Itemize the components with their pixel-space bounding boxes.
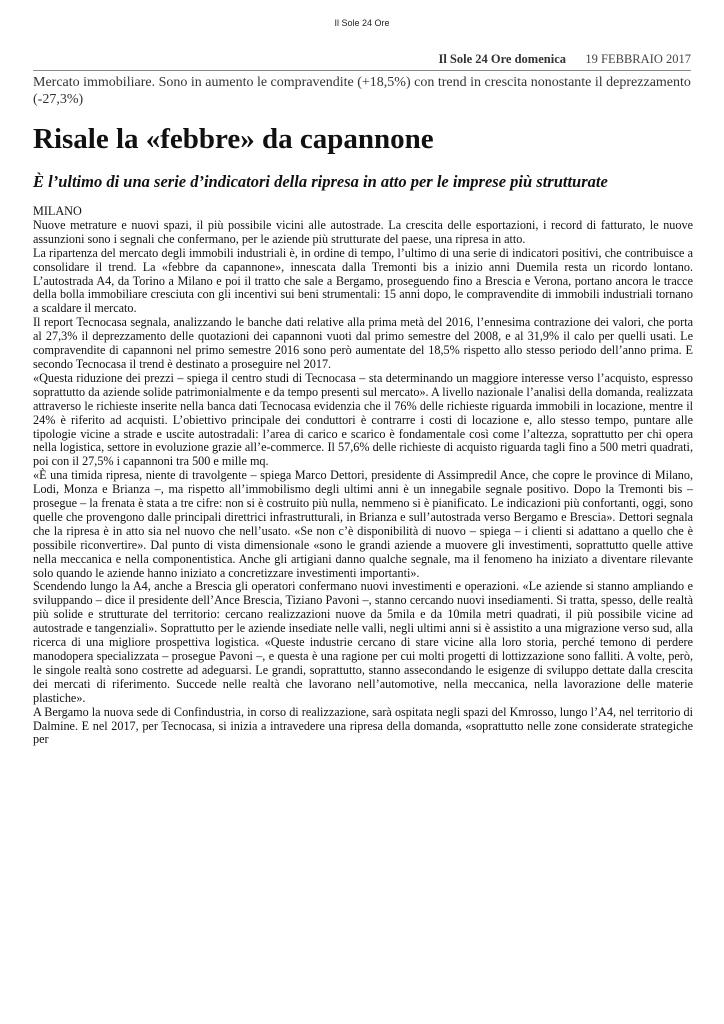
article-paragraph: Nuove metrature e nuovi spazi, il più possibile vicini alle autostrade. La crescita delle esportazioni, i record di fatturato, le nuove assunzioni sono i segnali che confermano, per le aziende più strutturate del paese, una ripresa in atto. [33,217,693,246]
masthead [33,50,691,71]
article-paragraph: A Bergamo la nuova sede di Confindustria, in corso di realizzazione, sarà ospitata negli spazi del Kmrosso, lungo l’A4, nel territorio di Dalmine. E nel 2017, per Tecnocasa, si inizia a intravedere una ripresa della domanda, «soprattutto nelle zone considerate strategiche per [33,704,693,747]
article-paragraph: Il report Tecnocasa segnala, analizzando le banche dati relative alla prima metà del 2016, l’ennesima contrazione dei valori, che porta al 27,3% il deprezzamento delle quotazioni dei capannoni vuoti dal primo semestre del 2008, e al 31,9% il calo per quelli usati. Le compravendite di capannoni nel primo semestre 2016 sono però aumentate del 18,5% rispetto allo stesso periodo dell’anno prima. E secondo Tecnocasa il trend è destinato a proseguire nel 2017. [33,315,693,371]
article-headline: Risale la «febbre» da capannone [33,123,434,155]
publication-date: 19 FEBBRAIO 2017 [585,52,691,66]
article-body [33,205,693,747]
page-header: Il Sole 24 Ore [334,18,390,28]
article-paragraph: «È una timida ripresa, niente di travolgente – spiega Marco Dettori, presidente di Assimpredil Ance, che copre le province di Milano, Lodi, Monza e Brianza –, ma rispetto all’immobilismo degli ultimi anni è un innegabile segnale positivo. Dopo la Tremonti bis – prosegue – la frenata è stata a tre cifre: non si è costruito più nulla, nemmeno si è pianificato. Le indicazioni più confortanti, oggi, sono quelle che provengono dalle principali direttrici infrastrutturali, in Brianza e sull’autostrada verso Bergamo e Brescia». Dettori segnala che la ripresa è in atto sia nel nuovo che nell’usato. «Se non c’è disponibilità di nuovo – spiega – i clienti si adattano a quello che è possibile riconvertire». Dal punto di vista dimensionale «sono le grandi aziende a muovere gli investimenti, soprattutto quelle attive nella meccanica e nella componentistica. Anche gli artigiani danno qualche segnale, ma il fenomeno ha iniziato a diventare rilevante solo quando le aziende hanno iniziato a concretizzare investimenti importanti». [33,468,693,580]
article-paragraph: Scendendo lungo la A4, anche a Brescia gli operatori confermano nuovi investimenti e operazioni. «Le aziende si stanno ampliando e sviluppando – dice il presidente dell’Ance Brescia, Tiziano Pavoni –, stanno cercando nuovi insediamenti. Si tratta, spesso, delle realtà più solide e strutturate del territorio: cercano realizzazioni nuove da 5mila e da 10mila metri quadrati, il più possibile vicine ad autostrade e tangenziali». Soprattutto per le aziende insediate nelle valli, negli ultimi anni si è assistito a una migrazione verso sud, alla ricerca di una migliore prospettiva logistica. «Queste industrie cercano di stare vicine alla loro storia, perché temono di perdere manodopera specializzata – prosegue Pavoni –, e questa è una ragione per cui molti progetti di lottizzazione sono falliti. A volte, però, le singole realtà sono costrette ad adeguarsi. Le grandi, soprattutto, stanno assecondando le esigenze di sviluppo dettate dalla crescita dei mercati di riferimento. Succede nelle realtà che lavorano nell’automotive, nella meccanica, nella lavorazione delle materie plastiche». [33,579,693,705]
article-paragraph: «Questa riduzione dei prezzi – spiega il centro studi di Tecnocasa – sta determinando un maggiore interesse verso l’acquisto, espresso soprattutto da aziende solide patrimonialmente e da tempo presenti sul mercato». A livello nazionale l’analisi della domanda, realizzata attraverso le richieste inserite nella banca dati Tecnocasa evidenzia che il 76% delle richieste riguarda immobili in locazione, mentre il 24% è riferito ad acquisti. L’obiettivo principale dei conduttori è contrarre i costi di locazione e, allo stesso tempo, puntare alle tipologie vicine a strade e uscite autostradali: l’area di carico e scarico è fondamentale così come l’altezza, soprattutto per chi opera nella logistica, settore in evoluzione grazie all’e-commerce. Il 57,6% delle richieste di acquisto riguarda tagli fino a 500 metri quadrati, poi con il 27,5% i capannoni tra 500 e mille mq. [33,370,693,469]
article-subheadline: È l’ultimo di una serie d’indicatori della ripresa in atto per le imprese più strutturate [33,172,608,191]
article-kicker: Mercato immobiliare. Sono in aumento le compravendite (+18,5%) con trend in crescita nonostante il deprezzamento (-27,3%) [33,75,691,107]
article-dateline: MILANO [33,204,82,218]
article-paragraph: La ripartenza del mercato degli immobili industriali è, in ordine di tempo, l’ultimo di una serie di indicatori positivi, che contribuisce a consolidare il trend. La «febbre da capannone», innescata dalla Tremonti bis a inizio anni Duemila resta un ricordo lontano. L’autostrada A4, da Torino a Milano e poi il tratto che sale a Bergamo, proseguendo fino a Brescia e Verona, portano ancora le tracce della bolla immobiliare cresciuta con gli incentivi sui beni strumentali: 15 anni dopo, le compravendite di immobili industriali tornano a scaldare il mercato. [33,245,693,316]
newspaper-name: Il Sole 24 Ore domenica [438,52,566,66]
